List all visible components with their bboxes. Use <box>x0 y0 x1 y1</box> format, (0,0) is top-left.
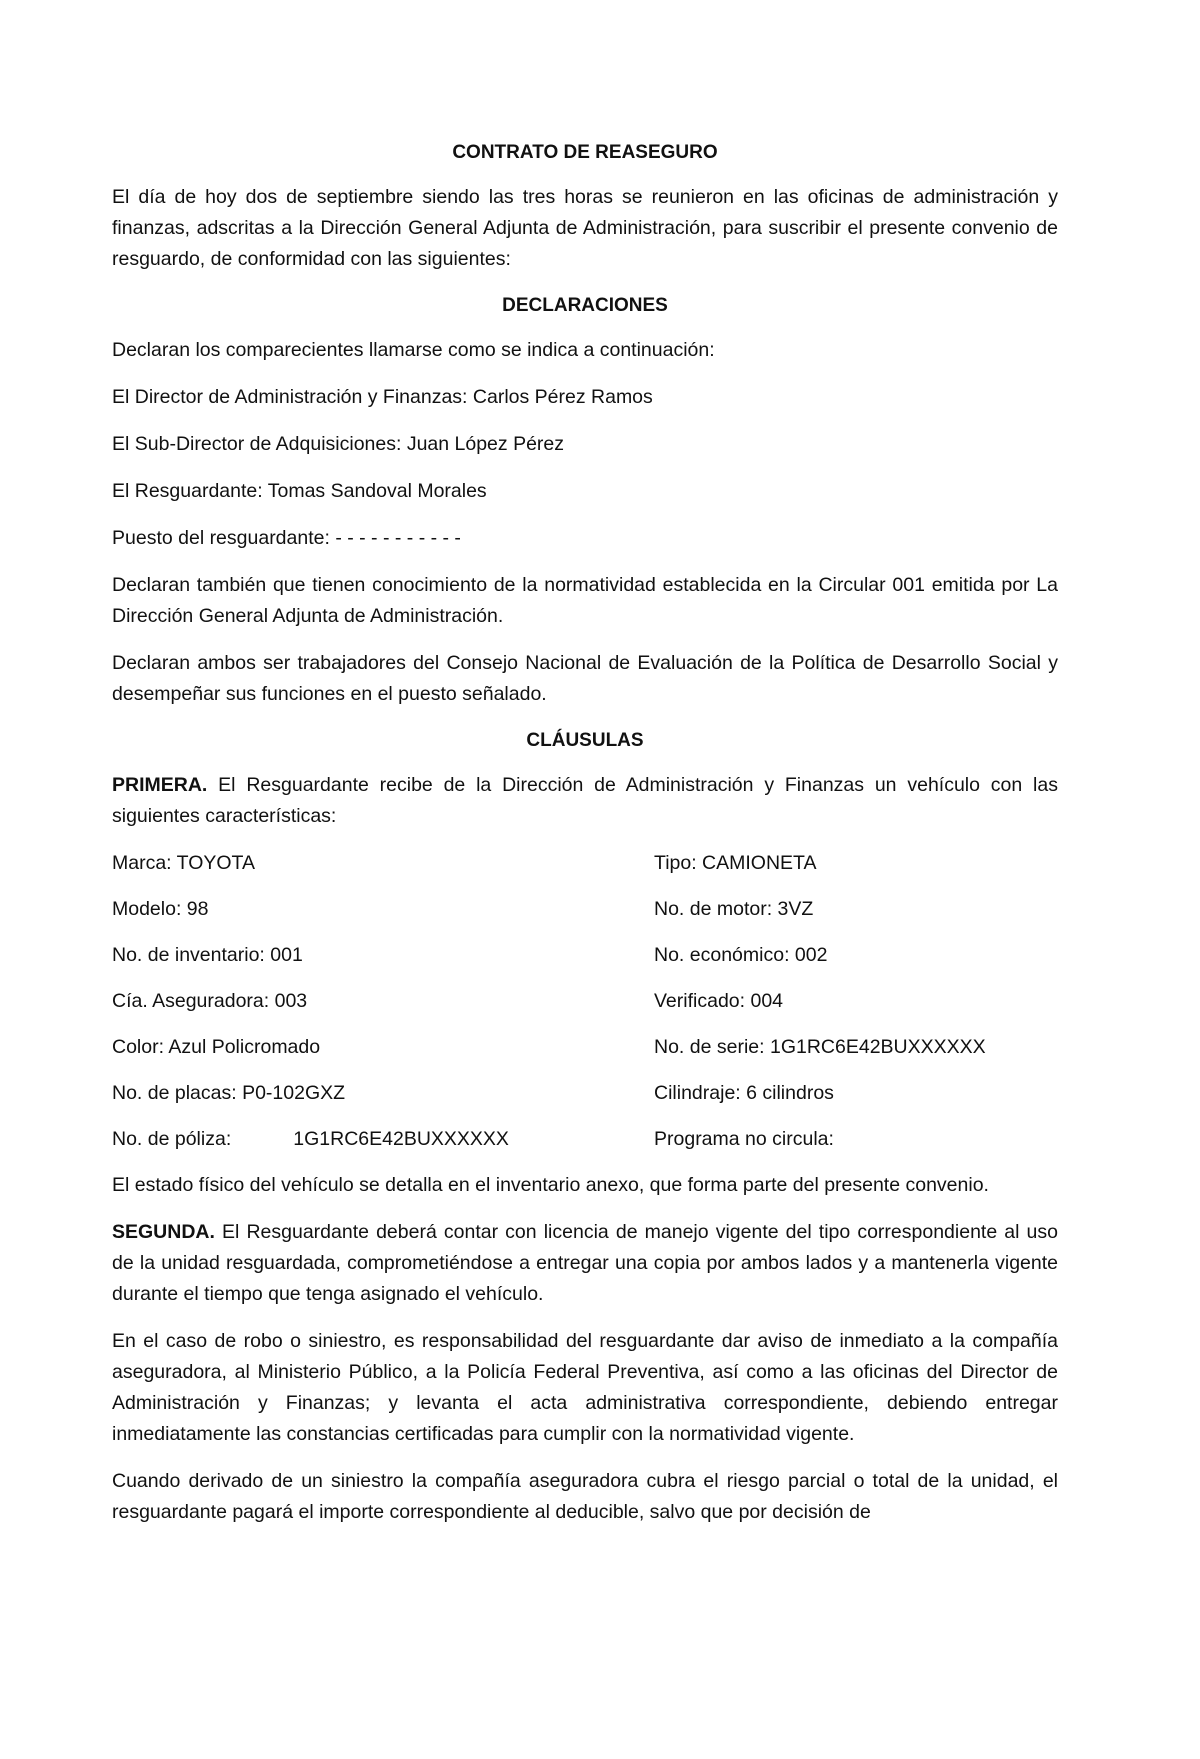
vehicle-modelo: Modelo: 98 <box>112 898 209 920</box>
normatividad-paragraph: Declaran también que tienen conocimiento de la normatividad establecida en la Circular 001 emitida por La Dirección General Adjunta de Administración. <box>112 574 1058 627</box>
vehicle-inventario: No. de inventario: 001 <box>112 944 303 966</box>
estado-fisico-paragraph: El estado físico del vehículo se detalla en el inventario anexo, que forma parte del presente convenio. <box>112 1174 989 1196</box>
director-line: El Director de Administración y Finanzas: Carlos Pérez Ramos <box>112 386 653 408</box>
subdirector-line: El Sub-Director de Adquisiciones: Juan López Pérez <box>112 433 565 455</box>
vehicle-verificado: Verificado: 004 <box>654 990 784 1012</box>
vehicle-cilindraje: Cilindraje: 6 cilindros <box>654 1082 834 1104</box>
poliza-label: No. de póliza: <box>112 1128 232 1150</box>
vehicle-marca: Marca: TOYOTA <box>112 852 256 874</box>
vehicle-economico: No. económico: 002 <box>654 944 828 966</box>
vehicle-placas: No. de placas: P0-102GXZ <box>112 1082 346 1104</box>
trabajadores-paragraph: Declaran ambos ser trabajadores del Consejo Nacional de Evaluación de la Política de Desarrollo Social y desempeñar sus funciones en el puesto señalado. <box>112 652 1058 705</box>
poliza-number: 1G1RC6E42BUXXXXXX <box>293 1128 509 1150</box>
primera-clause <box>112 770 1058 832</box>
vehicle-tipo: Tipo: CAMIONETA <box>654 852 817 874</box>
vehicle-poliza <box>112 1124 654 1155</box>
vehicle-details <box>112 848 1058 1155</box>
vehicle-aseguradora: Cía. Aseguradora: 003 <box>112 990 308 1012</box>
resguardante-line: El Resguardante: Tomas Sandoval Morales <box>112 480 487 502</box>
segunda-clause <box>112 1217 1058 1310</box>
segunda-text: El Resguardante deberá contar con licencia de manejo vigente del tipo correspondiente al uso de la unidad resguardada, comprometiéndose a entregar una copia por ambos lados y a mantenerla vigente durante el tiempo que tenga asignado el vehículo. <box>112 1221 1058 1305</box>
robo-paragraph: En el caso de robo o siniestro, es responsabilidad del resguardante dar aviso de inmediato a la compañía aseguradora, al Ministerio Público, a la Policía Federal Preventiva, así como a las oficinas del Director de Administración y Finanzas; y levanta el acta administrativa correspondiente, debiendo entregar inmediatamente las constancias certificadas para cumplir con la normatividad vigente. <box>112 1330 1058 1445</box>
declaraciones-heading: DECLARACIONES <box>502 295 668 316</box>
document-title: CONTRATO DE REASEGURO <box>452 142 718 163</box>
intro-paragraph: El día de hoy dos de septiembre siendo las tres horas se reunieron en las oficinas de administración y finanzas, adscritas a la Dirección General Adjunta de Administración, para suscribir el presente convenio de resguardo, de conformidad con las siguientes: <box>112 186 1058 270</box>
vehicle-color: Color: Azul Policromado <box>112 1036 321 1058</box>
primera-text: El Resguardante recibe de la Dirección de Administración y Finanzas un vehículo con las siguientes características: <box>112 774 1058 827</box>
clausulas-heading: CLÁUSULAS <box>526 730 644 751</box>
deducible-paragraph: Cuando derivado de un siniestro la compañía aseguradora cubra el riesgo parcial o total de la unidad, el resguardante pagará el importe correspondiente al deducible, salvo que por decisión de <box>112 1470 1058 1523</box>
puesto-line: Puesto del resguardante: - - - - - - - - - - - <box>112 527 461 549</box>
declaraciones-lead: Declaran los comparecientes llamarse como se indica a continuación: <box>112 339 715 361</box>
primera-label: PRIMERA. <box>112 774 208 796</box>
vehicle-programa: Programa no circula: <box>654 1128 834 1150</box>
segunda-label: SEGUNDA. <box>112 1221 215 1243</box>
vehicle-motor: No. de motor: 3VZ <box>654 898 814 920</box>
vehicle-serie: No. de serie: 1G1RC6E42BUXXXXXX <box>654 1036 986 1058</box>
